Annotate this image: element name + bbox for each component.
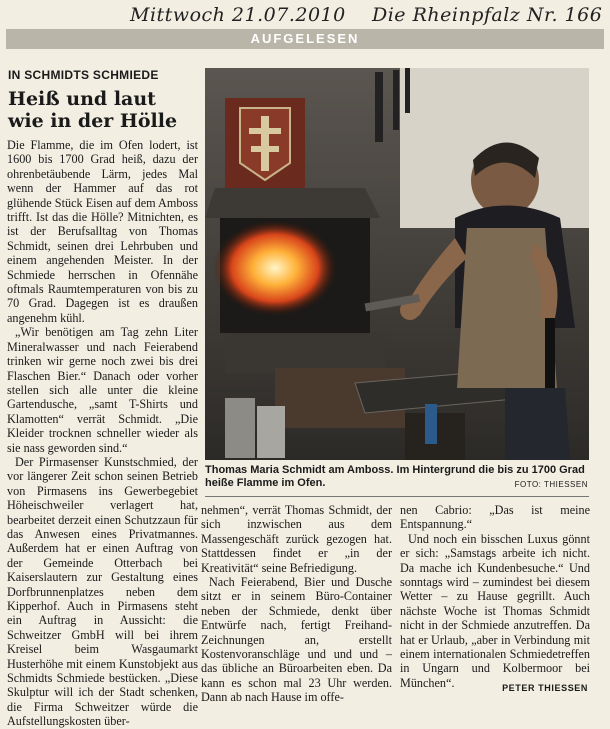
paragraph: nen Cabrio: „Das ist meine Entspannung.“ bbox=[400, 503, 590, 532]
paragraph: „Wir benötigen am Tag zehn Liter Mineralwasser und nach Feierabend trinken wir gerne noch zwei bis drei Flaschen Bier.“ Danach oder vorher stellen sich alle unter die kleine Gartendusche, „samt T-Shirts und Klamotten“ verrät Schmidt. „Die Kleider trocknen schneller wieder als sie nass geworden sind.“ bbox=[7, 325, 198, 455]
article-kicker: IN SCHMIDTS SCHMIEDE bbox=[8, 68, 159, 82]
article-photo bbox=[205, 68, 589, 460]
forge-photo-illustration bbox=[205, 68, 589, 460]
paragraph: Und noch ein bisschen Luxus gönnt er sich: „Samstags arbeite ich nicht. Da mache ich Kundenbesuche.“ Und sonntags wird – zumindest bei diesem Wetter – zu Hause gegrillt. Auch nächste Woche ist Thomas Schmidt nicht in der Schmiede anzutreffen. Da hat er Urlaub, „aber in Verbindung mit einem internationalen Schmiedetreffen in Ungarn und Kolbermoor bei München“. bbox=[400, 531, 590, 690]
author-byline: PETER THIESSEN bbox=[502, 683, 588, 693]
article-column-1 bbox=[7, 138, 198, 729]
article-column-2 bbox=[201, 503, 392, 705]
paragraph: Nach Feierabend, Bier und Dusche sitzt er in seinem Büro-Container neben der Schmiede, denkt über Entwürfe nach, fertigt Freihand-Zeichnungen an, erstellt Kostenvoranschläge und und und – das übliche an Büroarbeiten eben. Da kann es schon mal 23 Uhr werden. Dann ab nach Hause im offe- bbox=[201, 575, 392, 705]
photo-caption: Thomas Maria Schmidt am Amboss. Im Hintergrund die bis zu 1700 Grad heiße Flamme im Ofen. bbox=[205, 464, 585, 489]
article-headline: Heiß und laut wie in der Hölle bbox=[8, 88, 178, 132]
section-band bbox=[6, 29, 604, 49]
paragraph: Die Flamme, die im Ofen lodert, ist 1600 bis 1700 Grad heiß, dazu der ohrenbetäubende Lärm, jedes Mal wenn der Hammer auf das rot glühende Stück Eisen auf dem Amboss trifft. Ist das die Hölle? Mitnichten, es ist der Berufsalltag von Thomas Schmidt, seinen drei Lehrbuben und einem angehenden Meister. In der Schmiede herrschen in Ofennähe oftmals Raumtemperaturen von bis zu 70 Grad. Dagegen ist es draußen angenehm kühl. bbox=[7, 138, 198, 325]
handwritten-date: Mittwoch 21.07.2010 bbox=[130, 4, 346, 26]
handwritten-source: Die Rheinpfalz Nr. 166 bbox=[372, 4, 603, 26]
photo-credit: FOTO: THIESSEN bbox=[514, 480, 588, 489]
section-band-label: AUFGELESEN bbox=[250, 31, 360, 46]
paragraph: Der Pirmasenser Kunstschmied, der vor längerer Zeit schon seinen Betrieb von Pirmasens ins Gewerbegebiet Höheischweiler verlagert hat, bearbeitet derzeit einen Schutzzaun für das Anwesen eines Privatmannes. Außerdem hat er einen Auftrag von der Gemeinde Otterbach bei Kaiserslautern zur Gestaltung eines Dorfbrunnenplatzes neben dem Kipperhof. Auch in Pirmasens steht ein Auftrag in Aussicht: die Schweitzer GmbH will bei ihrem Kreisel beim Wasgaumarkt Husterhöhe mit einem Kunstobjekt aus Schmidts Schmiede bestücken. „Diese Skulptur will ich der Stadt schenken, die Firma Schweitzer würde die Aufstellungskosten über- bbox=[7, 454, 198, 729]
article-column-3 bbox=[400, 503, 590, 690]
divider bbox=[205, 496, 589, 497]
paragraph: nehmen“, verrät Thomas Schmidt, der sich inzwischen aus dem Massengeschäft zurück gezogen hat. Stattdessen findet er „in der Kreativität“ seine Befriedigung. bbox=[201, 503, 392, 575]
